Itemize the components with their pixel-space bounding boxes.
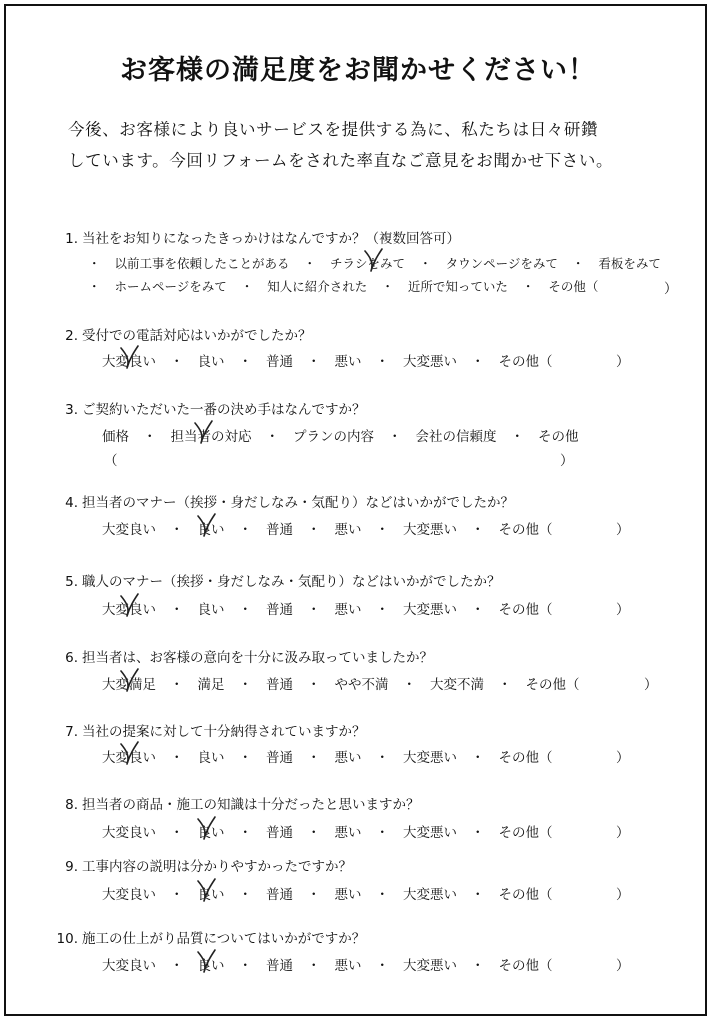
- option-flyer[interactable]: チラシをみて: [330, 256, 406, 271]
- option-bad[interactable]: 悪い: [334, 750, 362, 766]
- option-very-dissatisfied[interactable]: 大変不満: [430, 677, 484, 693]
- question-text: 担当者のマナー（挨拶・身だしなみ・気配り）などはいかがでしたか？: [82, 495, 514, 511]
- option-other[interactable]: その他: [538, 429, 579, 445]
- question-number: 6.: [65, 650, 78, 666]
- q8-options: 大変良い ・ 良い ・ 普通 ・ 悪い ・ 大変悪い ・ その他（: [102, 821, 553, 841]
- option-bad[interactable]: 悪い: [334, 522, 362, 538]
- q9-options: 大変良い ・ 良い ・ 普通 ・ 悪い ・ 大変悪い ・ その他（: [102, 883, 553, 903]
- option-good[interactable]: 良い: [197, 750, 225, 766]
- question-number: 10.: [56, 931, 78, 947]
- option-very-bad[interactable]: 大変悪い: [403, 958, 457, 974]
- question-text: 工事内容の説明は分かりやすかったですか？: [82, 859, 352, 875]
- option-very-good[interactable]: 大変良い: [102, 887, 156, 903]
- option-previous-work[interactable]: 以前工事を依頼したことがある: [114, 256, 290, 271]
- question-6: [40, 646, 433, 666]
- q9-close-paren: ）: [616, 887, 630, 903]
- option-very-good[interactable]: 大変良い: [102, 522, 156, 538]
- option-other[interactable]: その他（: [525, 677, 580, 693]
- option-normal[interactable]: 普通: [266, 677, 293, 693]
- option-very-bad[interactable]: 大変悪い: [403, 750, 457, 766]
- q1-options-row-1: ・ 以前工事を依頼したことがある ・ チラシをみて ・ タウンページをみて ・ 看板をみて: [88, 256, 661, 271]
- option-very-good[interactable]: 大変良い: [102, 602, 156, 618]
- question-10: [40, 927, 365, 947]
- option-bad[interactable]: 悪い: [334, 887, 362, 903]
- option-very-satisfied[interactable]: 大変満足: [102, 677, 156, 693]
- question-number: 9.: [65, 859, 78, 875]
- option-homepage[interactable]: ホームページをみて: [114, 279, 227, 294]
- option-good[interactable]: 良い: [197, 825, 225, 841]
- question-1: [40, 227, 460, 247]
- q2-close-paren: ）: [616, 354, 630, 370]
- option-neighborhood[interactable]: 近所で知っていた: [407, 279, 508, 294]
- intro-line-2: しています。今回リフォームをされた率直なご意見をお聞かせ下さい。: [68, 151, 614, 170]
- option-normal[interactable]: 普通: [266, 522, 293, 538]
- q2-options: 大変良い ・ 良い ・ 普通 ・ 悪い ・ 大変悪い ・ その他（: [102, 350, 553, 370]
- question-2: [40, 324, 312, 344]
- option-slightly-dissatisfied[interactable]: やや不満: [334, 677, 389, 693]
- question-number: 8.: [65, 797, 78, 813]
- q1-options-row-2: ・ ホームページをみて ・ 知人に紹介された ・ 近所で知っていた ・ その他（: [88, 279, 599, 294]
- question-text: 当社をお知りになったきっかけはなんですか？（複数回答可）: [82, 231, 460, 247]
- q3-close-paren: ）: [560, 453, 574, 469]
- option-company-trust[interactable]: 会社の信頼度: [415, 429, 497, 445]
- question-number: 1.: [65, 231, 78, 247]
- option-very-bad[interactable]: 大変悪い: [403, 522, 457, 538]
- option-very-bad[interactable]: 大変悪い: [403, 887, 457, 903]
- intro-line-1: 今後、お客様により良いサービスを提供する為に、私たちは日々研鑽: [68, 120, 599, 139]
- option-good[interactable]: 良い: [197, 958, 225, 974]
- question-4: [40, 491, 514, 511]
- option-other[interactable]: その他（: [498, 887, 553, 903]
- q4-options: 大変良い ・ 良い ・ 普通 ・ 悪い ・ 大変悪い ・ その他（: [102, 518, 553, 538]
- option-other[interactable]: その他（: [498, 602, 553, 618]
- option-good[interactable]: 良い: [197, 602, 225, 618]
- option-price[interactable]: 価格: [102, 429, 129, 445]
- option-very-good[interactable]: 大変良い: [102, 825, 156, 841]
- q8-close-paren: ）: [616, 825, 630, 841]
- question-text: 当社の提案に対して十分納得されていますか？: [82, 724, 366, 740]
- option-good[interactable]: 良い: [197, 887, 225, 903]
- q7-close-paren: ）: [616, 750, 630, 766]
- page-title: お客様の満足度をお聞かせください！: [120, 55, 596, 86]
- option-normal[interactable]: 普通: [266, 887, 293, 903]
- option-very-good[interactable]: 大変良い: [102, 750, 156, 766]
- option-other[interactable]: その他（: [498, 825, 553, 841]
- option-very-bad[interactable]: 大変悪い: [403, 602, 457, 618]
- option-acquaintance[interactable]: 知人に紹介された: [267, 279, 368, 294]
- option-very-bad[interactable]: 大変悪い: [403, 825, 457, 841]
- q6-options: 大変満足 ・ 満足 ・ 普通 ・ やや不満 ・ 大変不満 ・ その他（: [102, 673, 580, 693]
- question-number: 4.: [65, 495, 78, 511]
- question-text: ご契約いただいた一番の決め手はなんですか？: [82, 402, 366, 418]
- question-number: 3.: [65, 402, 78, 418]
- question-number: 2.: [65, 328, 78, 344]
- question-text: 担当者は、お客様の意向を十分に汲み取っていましたか？: [82, 650, 433, 666]
- option-normal[interactable]: 普通: [266, 958, 293, 974]
- option-bad[interactable]: 悪い: [334, 354, 362, 370]
- option-other[interactable]: その他（: [548, 279, 599, 294]
- option-very-bad[interactable]: 大変悪い: [403, 354, 457, 370]
- question-9: [40, 855, 352, 875]
- option-satisfied[interactable]: 満足: [197, 677, 225, 693]
- option-normal[interactable]: 普通: [266, 825, 293, 841]
- option-plan-content[interactable]: プランの内容: [293, 429, 374, 445]
- question-number: 7.: [65, 724, 78, 740]
- option-other[interactable]: その他（: [498, 522, 553, 538]
- question-8: [40, 793, 420, 813]
- q5-close-paren: ）: [616, 602, 630, 618]
- question-text: 受付での電話対応はいかがでしたか？: [82, 328, 312, 344]
- q10-options: 大変良い ・ 良い ・ 普通 ・ 悪い ・ 大変悪い ・ その他（: [102, 954, 553, 974]
- option-bad[interactable]: 悪い: [334, 602, 362, 618]
- q10-close-paren: ）: [616, 958, 630, 974]
- option-very-good[interactable]: 大変良い: [102, 958, 156, 974]
- q1-close-paren: ）: [664, 281, 678, 297]
- question-text: 施工の仕上がり品質についてはいかがですか？: [82, 931, 366, 947]
- q7-options: 大変良い ・ 良い ・ 普通 ・ 悪い ・ 大変悪い ・ その他（: [102, 746, 553, 766]
- question-number: 5.: [65, 574, 78, 590]
- option-staff-response[interactable]: 担当者の対応: [170, 429, 252, 445]
- question-3: [40, 398, 366, 418]
- option-normal[interactable]: 普通: [266, 354, 293, 370]
- option-normal[interactable]: 普通: [266, 750, 293, 766]
- option-very-good[interactable]: 大変良い: [102, 354, 156, 370]
- option-bad[interactable]: 悪い: [334, 825, 362, 841]
- q5-options: 大変良い ・ 良い ・ 普通 ・ 悪い ・ 大変悪い ・ その他（: [102, 598, 553, 618]
- q3-options: 価格 ・ 担当者の対応 ・ プランの内容 ・ 会社の信頼度 ・ その他: [102, 425, 579, 445]
- q6-close-paren: ）: [644, 677, 658, 693]
- question-text: 担当者の商品・施工の知識は十分だったと思いますか？: [82, 797, 420, 813]
- option-good[interactable]: 良い: [197, 522, 225, 538]
- option-town-page[interactable]: タウンページをみて: [445, 256, 558, 271]
- option-other[interactable]: その他（: [498, 750, 553, 766]
- q3-open-paren: （: [104, 453, 118, 469]
- option-other[interactable]: その他（: [498, 958, 553, 974]
- question-5: [40, 570, 501, 590]
- option-bad[interactable]: 悪い: [334, 958, 362, 974]
- q4-close-paren: ）: [616, 522, 630, 538]
- question-text: 職人のマナー（挨拶・身だしなみ・気配り）などはいかがでしたか？: [82, 574, 501, 590]
- option-normal[interactable]: 普通: [266, 602, 293, 618]
- option-good[interactable]: 良い: [197, 354, 225, 370]
- option-other[interactable]: その他（: [498, 354, 553, 370]
- question-7: [40, 720, 366, 740]
- option-signboard[interactable]: 看板をみて: [598, 256, 661, 271]
